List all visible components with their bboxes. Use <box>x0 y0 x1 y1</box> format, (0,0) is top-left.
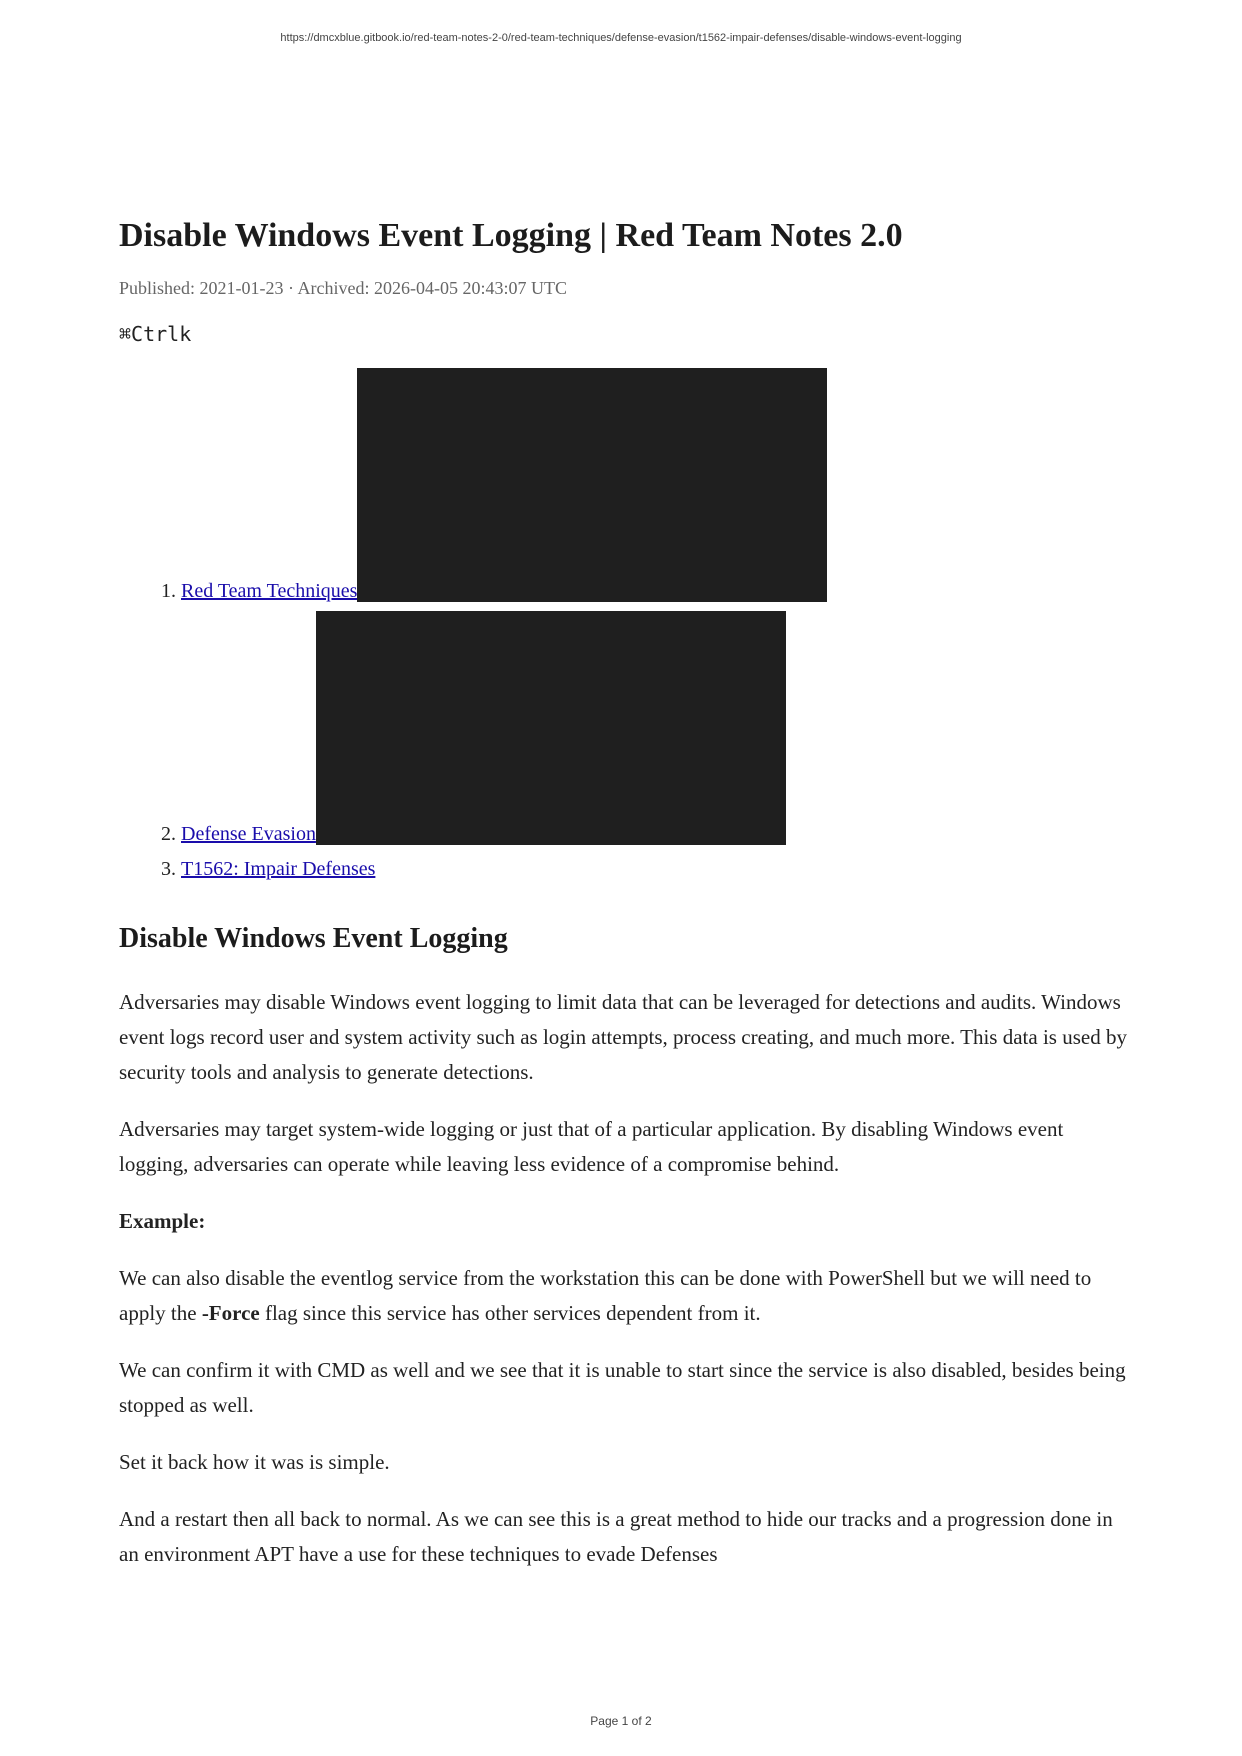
breadcrumb <box>119 368 1129 883</box>
article-content <box>119 210 1129 1572</box>
page-url-header: https://dmcxblue.gitbook.io/red-team-notes-2-0/red-team-techniques/defense-evasion/t1562-impair-defenses/disable-windows-event-logging <box>280 32 962 44</box>
page-number: Page 1 of 2 <box>590 1714 652 1728</box>
paragraph-restore: Set it back how it was is simple. <box>119 1450 390 1474</box>
paragraph-targets: Adversaries may target system-wide logging or just that of a particular application. By disabling Windows event logging, adversaries can operate while leaving less evidence of a compromise behind. <box>119 1117 1064 1176</box>
paragraph-conclusion: And a restart then all back to normal. As we can see this is a great method to hide our tracks and a progression done in an environment APT have a use for these techniques to evade Defenses <box>119 1507 1113 1566</box>
page-title: Disable Windows Event Logging | Red Team Notes 2.0 <box>119 217 903 254</box>
force-flag: -Force <box>201 1301 260 1325</box>
breadcrumb-number: 3. <box>161 858 176 880</box>
breadcrumb-number: 2. <box>161 823 176 845</box>
paragraph-powershell-start: We can also disable the eventlog service from the workstation this can be done with PowerShell but we will need to apply the <box>119 1266 1092 1325</box>
section-heading: Disable Windows Event Logging <box>119 923 508 954</box>
breadcrumb-separator-image <box>316 611 786 845</box>
paragraph-intro: Adversaries may disable Windows event logging to limit data that can be leveraged for detections and audits. Windows event logs record user and system activity such as login attempts, process creating, and much more. This data is used by security tools and analysis to generate detections. <box>119 990 1127 1084</box>
publish-meta: Published: 2021-01-23 · Archived: 2026-04-05 20:43:07 UTC <box>119 278 567 298</box>
breadcrumb-item <box>161 611 1129 848</box>
breadcrumb-link-impair-defenses[interactable]: T1562: Impair Defenses <box>181 858 376 880</box>
breadcrumb-link-red-team-techniques[interactable]: Red Team Techniques <box>181 580 358 602</box>
breadcrumb-item <box>161 856 1129 883</box>
search-shortcut[interactable]: ⌘Ctrlk <box>119 322 192 346</box>
example-label <box>119 1204 1129 1239</box>
breadcrumb-separator-image <box>357 368 827 602</box>
paragraph-cmd-confirm: We can confirm it with CMD as well and we see that it is unable to start since the service is also disabled, besides being stopped as well. <box>119 1358 1126 1417</box>
breadcrumb-item <box>161 368 1129 605</box>
breadcrumb-link-defense-evasion[interactable]: Defense Evasion <box>181 823 316 845</box>
paragraph-powershell-end: flag since this service has other services dependent from it. <box>259 1301 761 1325</box>
example-label-text: Example: <box>119 1209 206 1233</box>
breadcrumb-number: 1. <box>161 580 176 602</box>
paragraph-powershell <box>119 1261 1129 1331</box>
